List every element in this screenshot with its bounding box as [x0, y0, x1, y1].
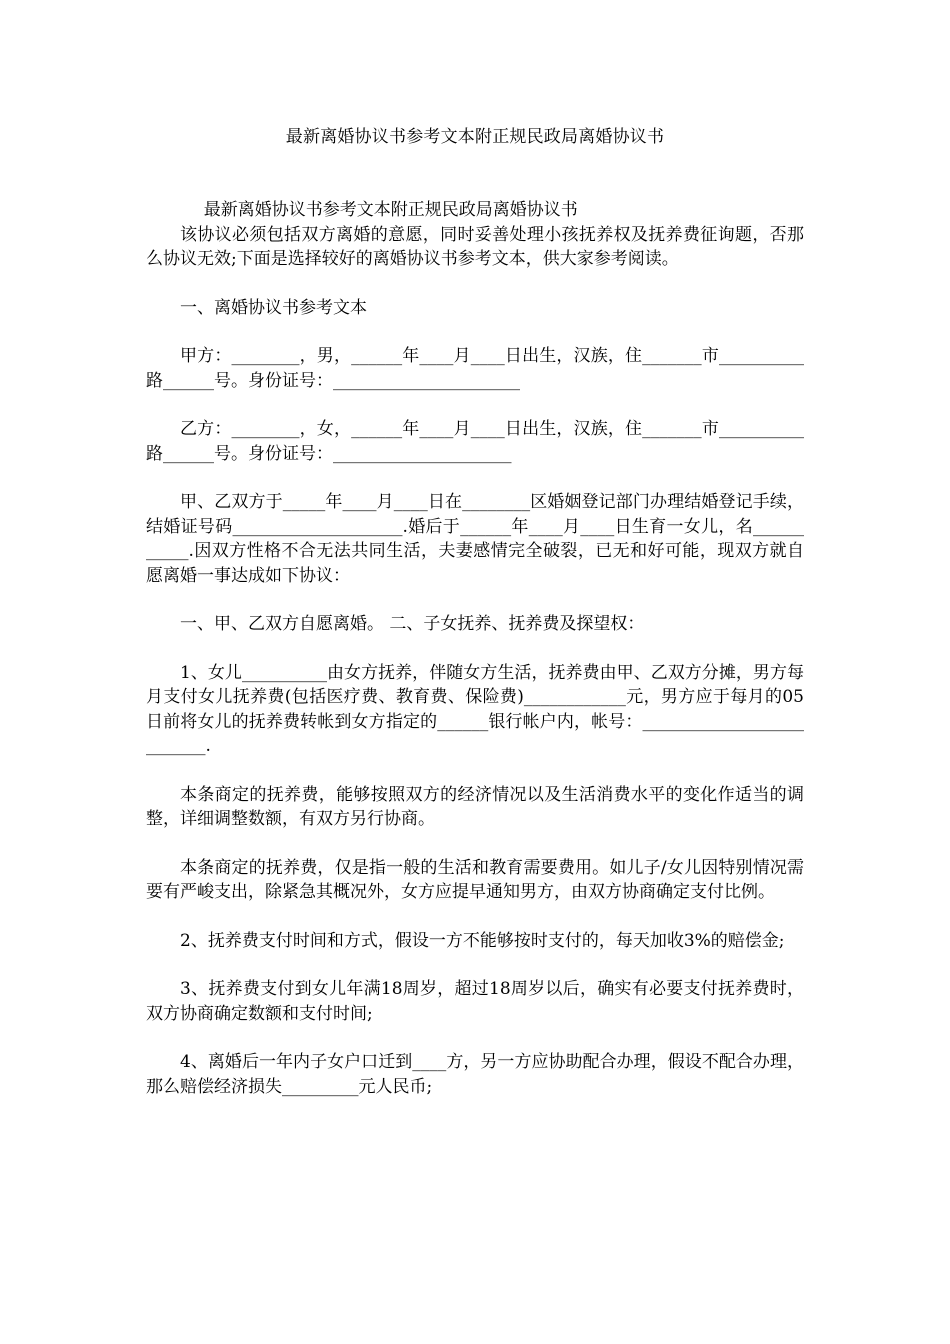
paragraph: 该协议必须包括双方离婚的意愿，同时妥善处理小孩抚养权及抚养费征询题，否那么协议无效;下面是选择较好的离婚协议书参考文本，供大家参考阅读。: [146, 224, 804, 269]
paragraph: 甲、乙双方于_____年____月____日在________区婚姻登记部门办理结婚登记手续，结婚证号码____________________.婚后于______年____月____日生育一女儿，名___________.因双方性格不合无法共同生活，夫妻感情完全破裂，已无和好可能，现双方就自愿离婚一事达成如下协议：: [146, 492, 804, 586]
paragraph-spacer: [146, 832, 804, 856]
paragraph: 一、甲、乙双方自愿离婚。 二、子女抚养、抚养费及探望权：: [180, 614, 645, 634]
paragraph: 1、女儿__________由女方抚养，伴随女方生活，抚养费由甲、乙双方分摊，男方每月支付女儿抚养费(包括医疗费、教育费、保险费)____________元，男方应于每月的05日前将女儿的抚养费转帐到女方指定的______银行帐户内，帐号：__________________________.: [146, 662, 804, 756]
body-heading: 最新离婚协议书参考文本附正规民政局离婚协议书: [203, 200, 578, 220]
paragraph-spacer: [146, 466, 804, 490]
paragraph: 2、抚养费支付时间和方式，假设一方不能够按时支付的，每天加收3%的赔偿金;: [180, 930, 785, 951]
paragraph: 乙方：________，女，______年____月____日出生，汉族，住_______市__________路______号。身份证号：_____________________: [146, 419, 804, 464]
paragraph-spacer: [146, 393, 804, 417]
paragraph: 本条商定的抚养费，仅是指一般的生活和教育需要费用。如儿子/女儿因特别情况需要有严峻支出，除紧急其概况外，女方应提早通知男方，由双方协商确定支付比例。: [146, 857, 804, 902]
paragraph-spacer: [146, 637, 804, 661]
paragraph-spacer: [146, 588, 804, 612]
paragraph-spacer: [146, 1026, 804, 1050]
paragraph-spacer: [146, 272, 804, 296]
paragraph-spacer: [146, 320, 804, 344]
document-title: 最新离婚协议书参考文本附正规民政局离婚协议书: [285, 127, 665, 147]
paragraph: 4、离婚后一年内子女户口迁到____方，另一方应协助配合办理，假设不配合办理，那么赔偿经济损失_________元人民币;: [146, 1052, 804, 1097]
paragraph: 一、离婚协议书参考文本: [180, 297, 367, 318]
document-body: [146, 198, 804, 1099]
paragraph-spacer: [146, 905, 804, 929]
paragraph-spacer: [146, 759, 804, 783]
paragraph: 甲方：________，男，______年____月____日出生，汉族，住_______市__________路______号。身份证号：______________________: [146, 346, 804, 391]
paragraph-spacer: [146, 953, 804, 977]
paragraph: 3、抚养费支付到女儿年满18周岁，超过18周岁以后，确实有必要支付抚养费时，双方协商确定数额和支付时间;: [146, 979, 804, 1024]
paragraph: 本条商定的抚养费，能够按照双方的经济情况以及生活消费水平的变化作适当的调整，详细调整数额，有双方另行协商。: [146, 784, 804, 829]
